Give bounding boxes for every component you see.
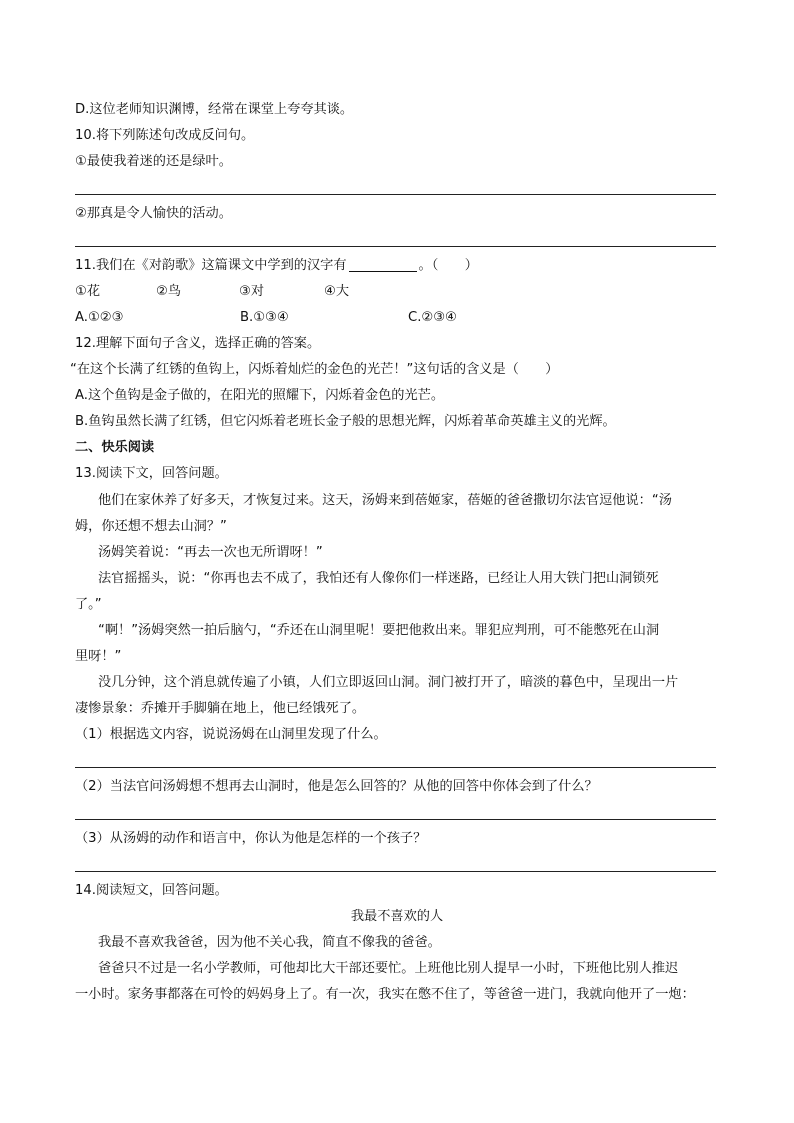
- question-11-stem-end: 。（ ）: [418, 258, 478, 273]
- fill-blank[interactable]: [349, 257, 417, 272]
- sub-question-2: （2）当法官问汤姆想不想再去山洞时，他是怎么回答的？从他的回答中你体会到了什么？: [75, 779, 598, 794]
- passage-paragraph: 法官摇摇头，说：“你再也去不成了，我怕还有人像你们一样迷路，已经让人用大铁门把山洞锁死: [98, 571, 659, 586]
- answer-line[interactable]: [75, 767, 716, 768]
- option-a[interactable]: A.这个鱼钩是金子做的，在阳光的照耀下，闪烁着金色的光芒。: [75, 388, 445, 403]
- question-11-stem: [75, 257, 478, 275]
- option-c[interactable]: C.②③④: [408, 310, 457, 325]
- option-b[interactable]: B.①③④: [240, 310, 289, 325]
- choice-4[interactable]: ④大: [324, 284, 350, 299]
- question-13-stem: 13.阅读下文，回答问题。: [75, 466, 228, 481]
- question-10-sentence-1: ①最使我着迷的还是绿叶。: [75, 154, 232, 169]
- answer-line[interactable]: [75, 819, 716, 820]
- passage-paragraph: 汤姆笑着说：“再去一次也无所谓呀！”: [98, 545, 323, 560]
- passage-paragraph: 他们在家休养了好多天，才恢复过来。这天，汤姆来到蓓姬家，蓓姬的爸爸撒切尔法官逗他说：“汤: [98, 493, 672, 508]
- option-b[interactable]: B.鱼钩虽然长满了红锈，但它闪烁着老班长金子般的思想光辉，闪烁着革命英雄主义的光辉。: [75, 414, 616, 429]
- section-title: 二、快乐阅读: [75, 440, 155, 455]
- question-10-sentence-2: ②那真是令人愉快的活动。: [75, 206, 232, 221]
- sub-question-1: （1）根据选文内容，说说汤姆在山洞里发现了什么。: [75, 727, 387, 742]
- choice-1[interactable]: ①花: [75, 284, 101, 299]
- passage-paragraph-cont: 了。”: [75, 597, 102, 612]
- question-9-option-d: D.这位老师知识渊博，经常在课堂上夸夸其谈。: [75, 102, 354, 117]
- passage-paragraph: “啊！”汤姆突然一拍后脑勺，“乔还在山洞里呢！要把他救出来。罪犯应判刑，可不能憋死在山洞: [98, 623, 660, 638]
- sub-question-3: （3）从汤姆的动作和语言中，你认为他是怎样的一个孩子？: [75, 831, 427, 846]
- answer-line[interactable]: [75, 871, 716, 872]
- answer-line[interactable]: [75, 246, 716, 247]
- passage-paragraph-cont: 姆，你还想不想去山洞？”: [75, 519, 227, 534]
- passage-paragraph: 没几分钟，这个消息就传遍了小镇，人们立即返回山洞。洞门被打开了，暗淡的暮色中，呈现出一片: [98, 675, 679, 690]
- question-14-stem: 14.阅读短文，回答问题。: [75, 883, 228, 898]
- passage-paragraph-cont: 凄惨景象：乔摊开手脚躺在地上，他已经饿死了。: [75, 701, 366, 716]
- passage-paragraph: 我最不喜欢我爸爸，因为他不关心我，简直不像我的爸爸。: [98, 935, 441, 950]
- passage-title: 我最不喜欢的人: [350, 909, 444, 924]
- question-12-stem: 12.理解下面句子含义，选择正确的答案。: [75, 336, 321, 351]
- question-10-stem: 10.将下列陈述句改成反问句。: [75, 128, 255, 143]
- question-11-stem-text: 11.我们在《对韵歌》这篇课文中学到的汉字有: [75, 258, 347, 273]
- option-a[interactable]: A.①②③: [75, 310, 124, 325]
- choice-2[interactable]: ②鸟: [156, 284, 182, 299]
- passage-paragraph-cont: 一小时。家务事都落在可怜的妈妈身上了。有一次，我实在憋不住了，等爸爸一进门，我就向他开了一炮：: [75, 987, 695, 1002]
- choice-3[interactable]: ③对: [239, 284, 265, 299]
- answer-line[interactable]: [75, 194, 716, 195]
- passage-paragraph-cont: 里呀！”: [75, 649, 122, 664]
- passage-paragraph: 爸爸只不过是一名小学教师，可他却比大干部还要忙。上班他比别人提早一小时，下班他比别人推迟: [98, 961, 679, 976]
- question-12-quote: “在这个长满了红锈的鱼钩上，闪烁着灿烂的金色的光芒！”这句话的含义是（ ）: [70, 362, 559, 377]
